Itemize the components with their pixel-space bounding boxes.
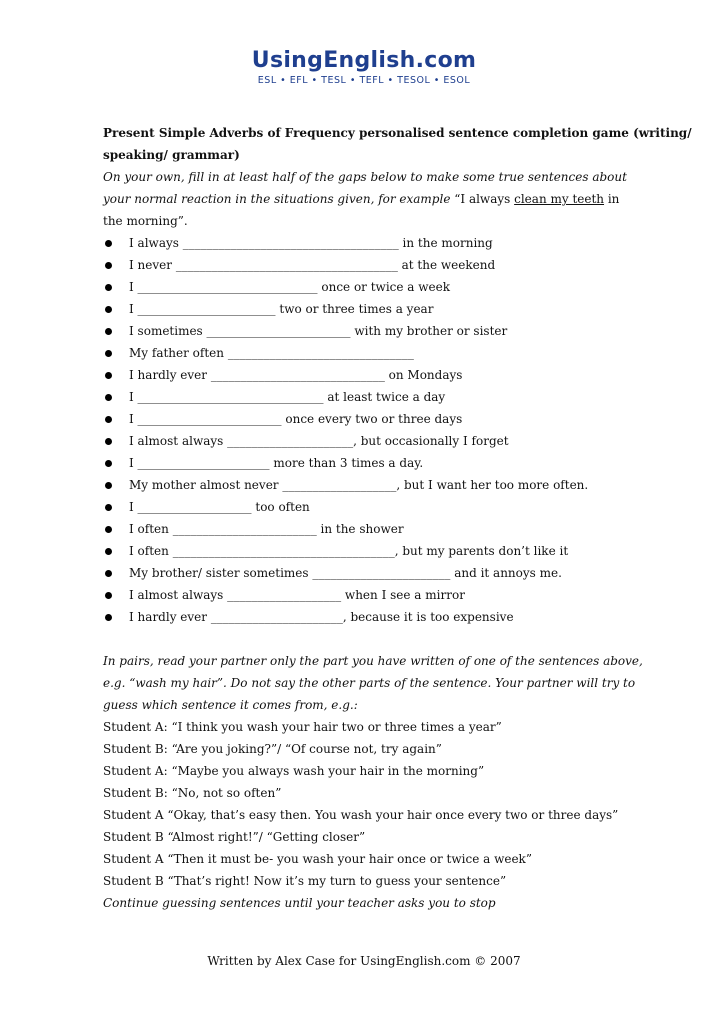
bullet-icon: [105, 614, 112, 621]
bullet-icon: [105, 526, 112, 533]
bullet-icon: [105, 328, 112, 335]
bullet-icon: [105, 372, 112, 379]
sentence-text: I hardly ever _____________________________ on Mondays: [129, 368, 463, 382]
sentence-text: I _______________________________ at least twice a day: [129, 390, 446, 404]
worksheet-content: [103, 122, 692, 914]
worksheet-title-line-2: speaking/ grammar): [103, 148, 240, 162]
sentence-text: My father often _______________________________: [129, 346, 414, 360]
pairs-instruction-line-3: guess which sentence it comes from, e.g.:: [103, 698, 358, 712]
bullet-icon: [105, 262, 112, 269]
sentence-text: I ___________________ too often: [129, 500, 310, 514]
section-spacer: [103, 628, 633, 650]
sentence-item: [103, 496, 633, 518]
sentence-text: My brother/ sister sometimes _______________________ and it annoys me.: [129, 566, 562, 580]
logo-title: UsingEnglish.com: [251, 48, 477, 73]
pairs-instruction-line-1: In pairs, read your partner only the part you have written of one of the sentences above,: [103, 654, 643, 668]
sentence-item: [103, 430, 633, 452]
logo-subtitle: ESL • EFL • TESL • TEFL • TESOL • ESOL: [257, 75, 471, 86]
dialogue-line: Student B “That’s right! Now it’s my turn to guess your sentence”: [103, 874, 507, 888]
bullet-icon: [105, 548, 112, 555]
sentence-item: [103, 562, 633, 584]
intro-line-2: [103, 188, 633, 210]
sentence-item: [103, 364, 633, 386]
site-logo: [0, 48, 728, 87]
sentence-item: [103, 276, 633, 298]
sentence-item: [103, 518, 633, 540]
dialogue-line: Student A “Then it must be- you wash your hair once or twice a week”: [103, 852, 532, 866]
intro-line-3: the morning”.: [103, 214, 188, 228]
dialogue-line: Student A “Okay, that’s easy then. You wash your hair once every two or three days”: [103, 808, 619, 822]
bullet-icon: [105, 460, 112, 467]
sentence-text: I never _____________________________________ at the weekend: [129, 258, 496, 272]
bullet-icon: [105, 284, 112, 291]
pairs-instruction-line-2: e.g. “wash my hair”. Do not say the other parts of the sentence. Your partner will try to: [103, 676, 636, 690]
sentence-item: [103, 232, 633, 254]
sentence-item: [103, 254, 633, 276]
sentence-item: [103, 452, 633, 474]
dialogue-line: Student B: “Are you joking?”/ “Of course not, try again”: [103, 742, 442, 756]
bullet-icon: [105, 438, 112, 445]
sentence-item: [103, 408, 633, 430]
bullet-icon: [105, 240, 112, 247]
sentence-item: [103, 320, 633, 342]
sentence-text: I almost always _____________________, but occasionally I forget: [129, 434, 509, 448]
sentence-text: I often ________________________ in the shower: [129, 522, 404, 536]
worksheet-title-line-1: Present Simple Adverbs of Frequency personalised sentence completion game (writing/: [103, 126, 692, 140]
dialogue-line: Student A: “I think you wash your hair two or three times a year”: [103, 720, 502, 734]
sentence-text: I ________________________ once every two or three days: [129, 412, 463, 426]
sentence-item: [103, 606, 633, 628]
sentence-text: I ______________________________ once or twice a week: [129, 280, 451, 294]
intro-line-2-end: in: [604, 192, 620, 206]
sentence-item: [103, 298, 633, 320]
sentence-item: [103, 584, 633, 606]
bullet-icon: [105, 350, 112, 357]
dialogue-line: Student B “Almost right!”/ “Getting closer”: [103, 830, 366, 844]
bullet-icon: [105, 570, 112, 577]
bullet-icon: [105, 482, 112, 489]
intro-quote-start: “I always: [450, 192, 515, 206]
bullet-icon: [105, 592, 112, 599]
sentence-text: I ______________________ more than 3 times a day.: [129, 456, 424, 470]
sentence-text: I often _____________________________________, but my parents don’t like it: [129, 544, 569, 558]
sentence-item: [103, 342, 633, 364]
dialogue-line: Student B: “No, not so often”: [103, 786, 282, 800]
bullet-icon: [105, 416, 112, 423]
bullet-icon: [105, 504, 112, 511]
sentence-text: I hardly ever ______________________, because it is too expensive: [129, 610, 514, 624]
intro-line-1: On your own, fill in at least half of the gaps below to make some true sentences about: [103, 170, 627, 184]
sentence-text: I always ____________________________________ in the morning: [129, 236, 493, 250]
sentence-item: [103, 474, 633, 496]
bullet-icon: [105, 394, 112, 401]
sentence-text: My mother almost never ___________________, but I want her too more often.: [129, 478, 589, 492]
sentence-item: [103, 386, 633, 408]
bullet-icon: [105, 306, 112, 313]
sentence-item: [103, 540, 633, 562]
sentence-text: I _______________________ two or three times a year: [129, 302, 434, 316]
intro-line-2-italic: your normal reaction in the situations given, for example: [103, 192, 451, 206]
dialogue-line: Student A: “Maybe you always wash your hair in the morning”: [103, 764, 485, 778]
dialogue-example: [103, 716, 633, 892]
sentence-list: [103, 232, 633, 628]
footer-credit: Written by Alex Case for UsingEnglish.com © 2007: [207, 954, 521, 968]
sentence-text: I almost always ___________________ when I see a mirror: [129, 588, 465, 602]
sentence-text: I sometimes ________________________ with my brother or sister: [129, 324, 508, 338]
intro-example-underlined: clean my teeth: [514, 192, 605, 206]
closing-instruction: Continue guessing sentences until your teacher asks you to stop: [103, 896, 496, 910]
